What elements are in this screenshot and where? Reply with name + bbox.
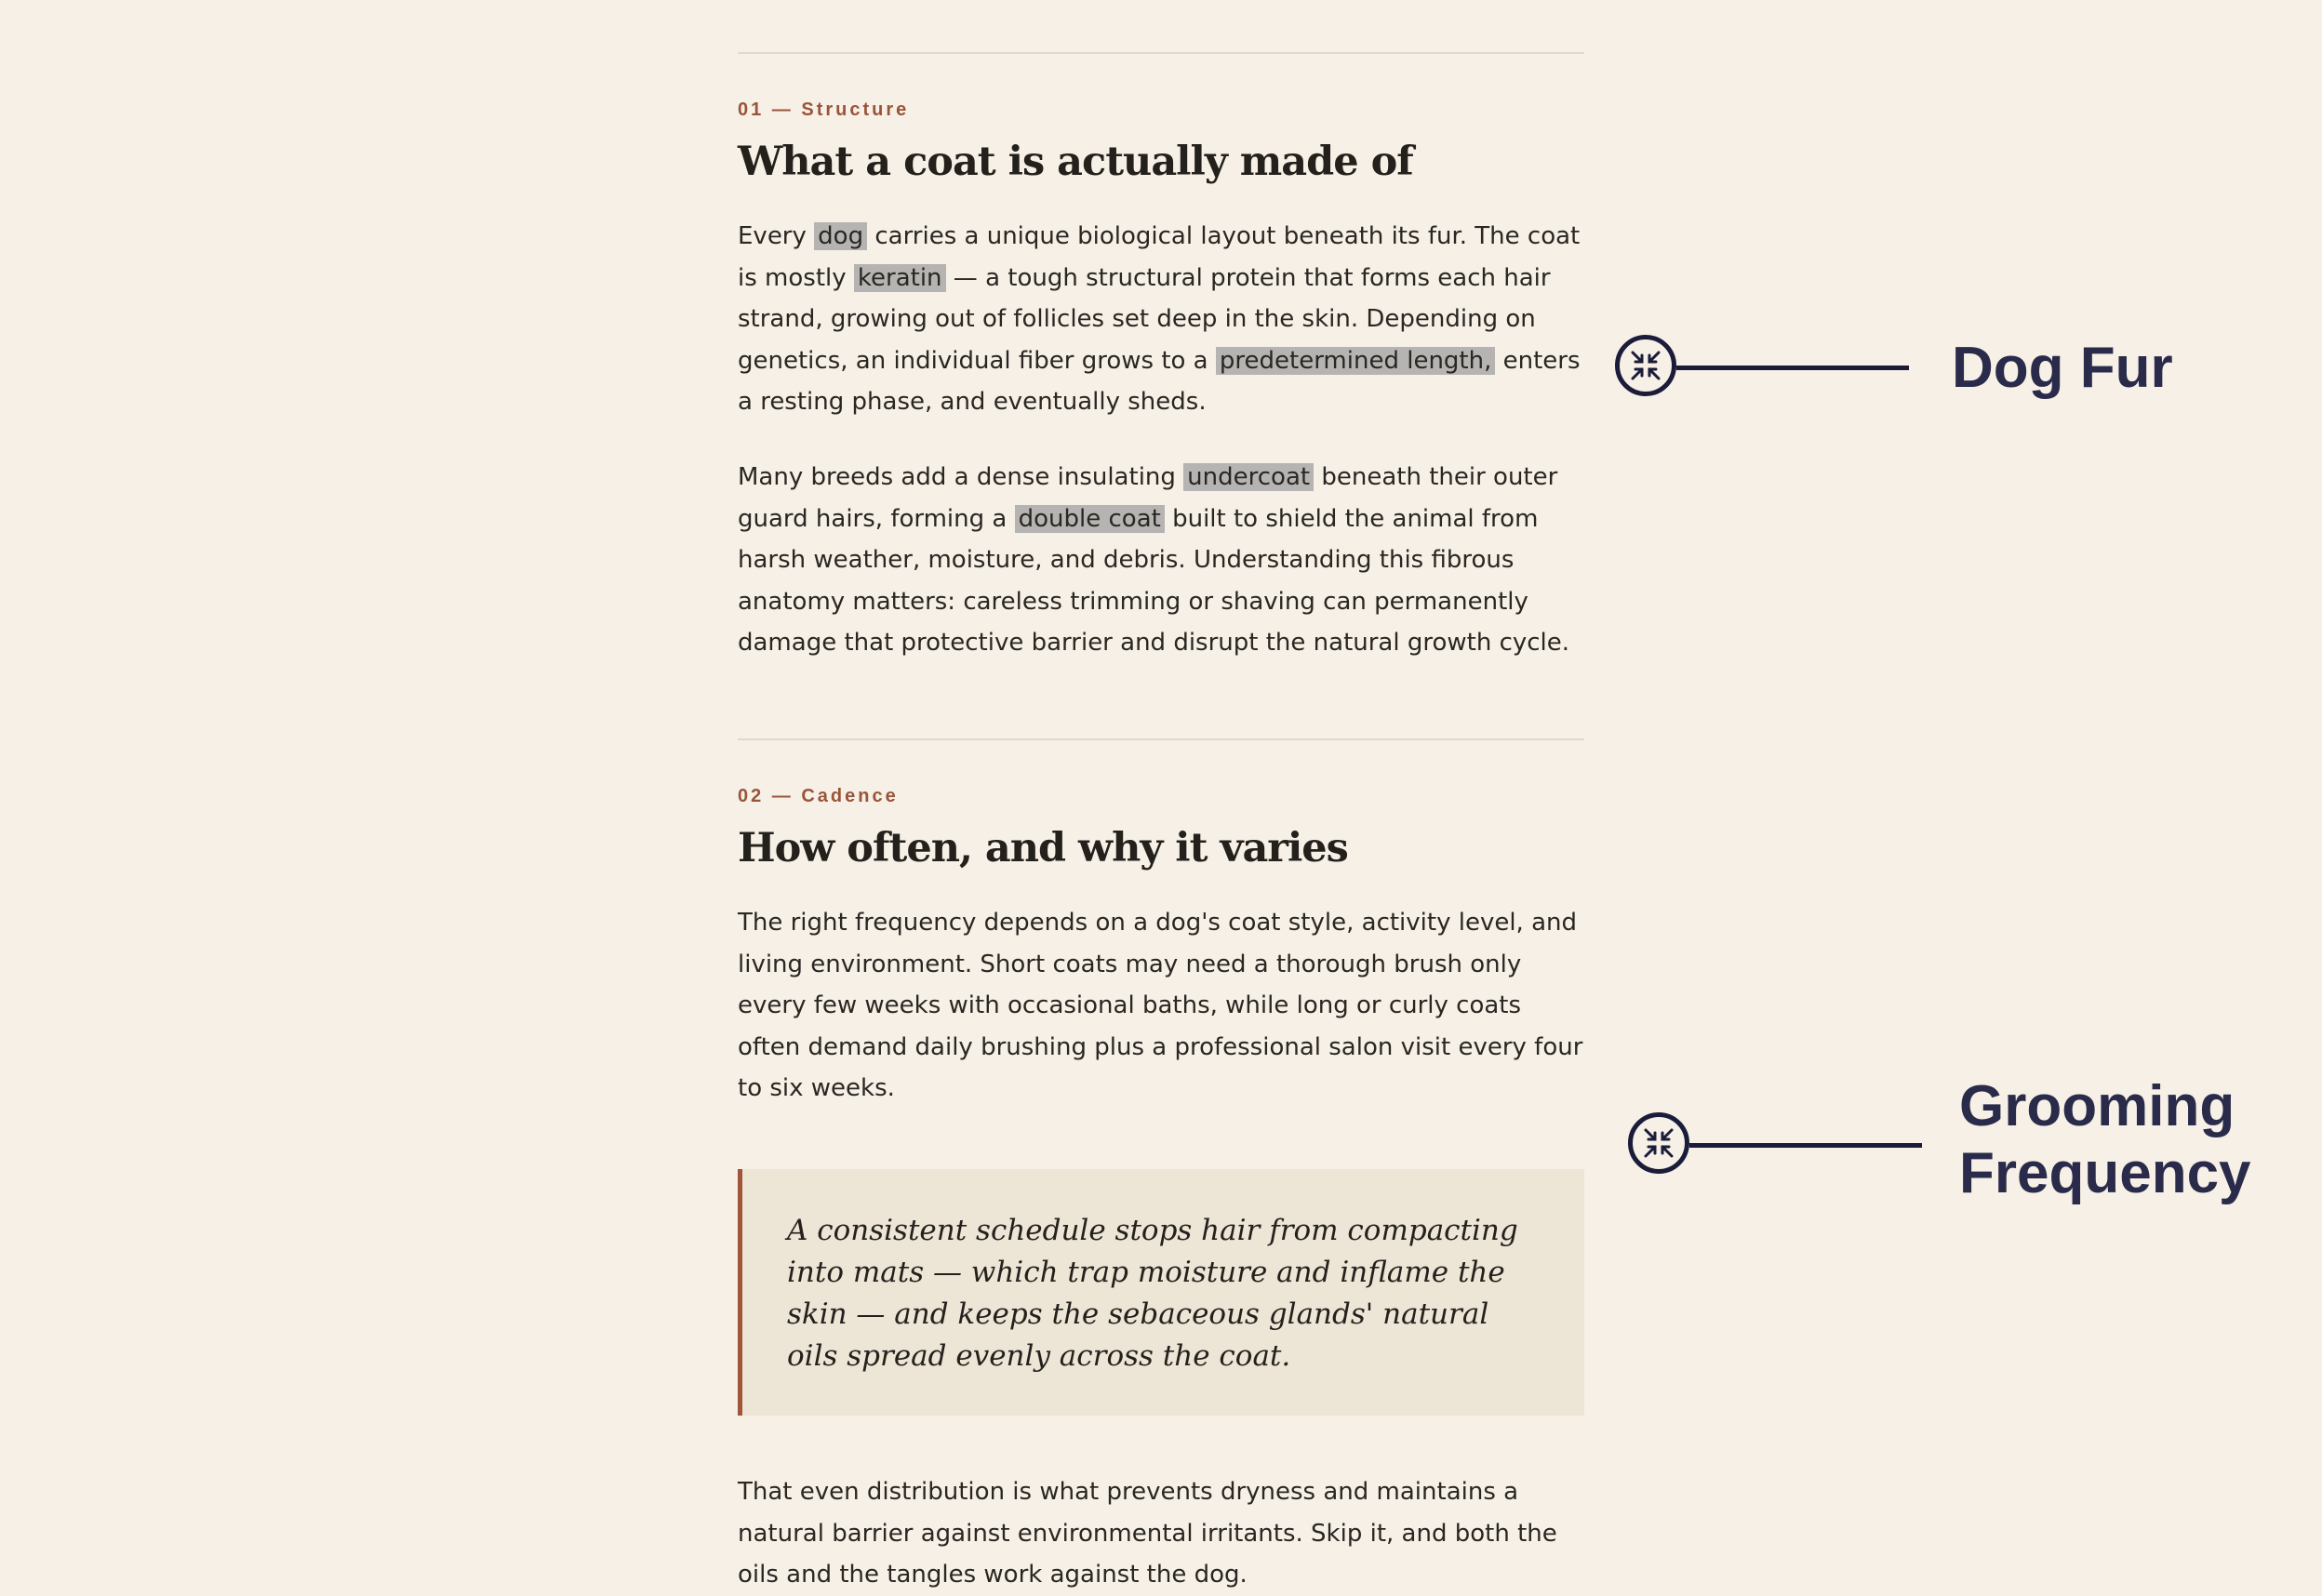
paragraph: The right frequency depends on a dog's coat style, activity level, and living environment. Short coats may need a thorough brush only every few weeks with occasional baths, while long or curly coats often demand daily brushing plus a professional salon visit every four to six weeks.	[738, 908, 1583, 1103]
highlighted-term[interactable]: double coat	[1015, 505, 1165, 533]
section-heading: How often, and why it varies	[738, 824, 1348, 871]
annotation-label-line1: Grooming	[1959, 1074, 2235, 1138]
article	[738, 0, 1584, 1596]
pull-quote	[738, 1169, 1584, 1416]
collapse-arrows-icon[interactable]	[1628, 1112, 1689, 1174]
annotation-connector	[1689, 1143, 1922, 1148]
annotation-label-line2: Frequency	[1959, 1141, 2251, 1205]
highlighted-term[interactable]: predetermined length,	[1216, 347, 1495, 375]
paragraph: That even distribution is what prevents dryness and maintains a natural barrier against environmental irritants. Skip it, and both the oils and the tangles work against the dog.	[738, 1477, 1557, 1589]
paragraph: Every dog carries a unique biological layout beneath its fur. The coat is mostly keratin — a tough structural protein that forms each hair strand, growing out of follicles set deep in the skin. Depending on genetics, an individual fiber grows to a predetermined length, enters a resting phase, and eventually sheds.	[738, 222, 1581, 417]
pull-quote-text: A consistent schedule stops hair from compacting into mats — which trap moisture and inflame the skin — and keeps the sebaceous glands' natural oils spread evenly across the coat.	[787, 1213, 1518, 1373]
paragraph: Many breeds add a dense insulating undercoat beneath their outer guard hairs, forming a double coat built to shield the animal from harsh weather, moisture, and debris. Understanding this fibrous anatomy matters: careless trimming or shaving can permanently damage that protective barrier and disrupt the natural growth cycle.	[738, 462, 1570, 658]
section-eyebrow: 02 — Cadence	[738, 785, 899, 806]
section-divider	[738, 738, 1584, 740]
section-divider	[738, 52, 1584, 54]
annotation-label: Dog Fur	[1952, 336, 2173, 400]
highlighted-term[interactable]: undercoat	[1183, 463, 1314, 491]
highlighted-term[interactable]: dog	[814, 222, 867, 250]
section-eyebrow: 01 — Structure	[738, 100, 910, 120]
annotation-connector	[1676, 366, 1909, 370]
highlighted-term[interactable]: keratin	[854, 264, 946, 292]
section-heading: What a coat is actually made of	[738, 139, 1413, 185]
collapse-arrows-icon[interactable]	[1615, 335, 1676, 396]
